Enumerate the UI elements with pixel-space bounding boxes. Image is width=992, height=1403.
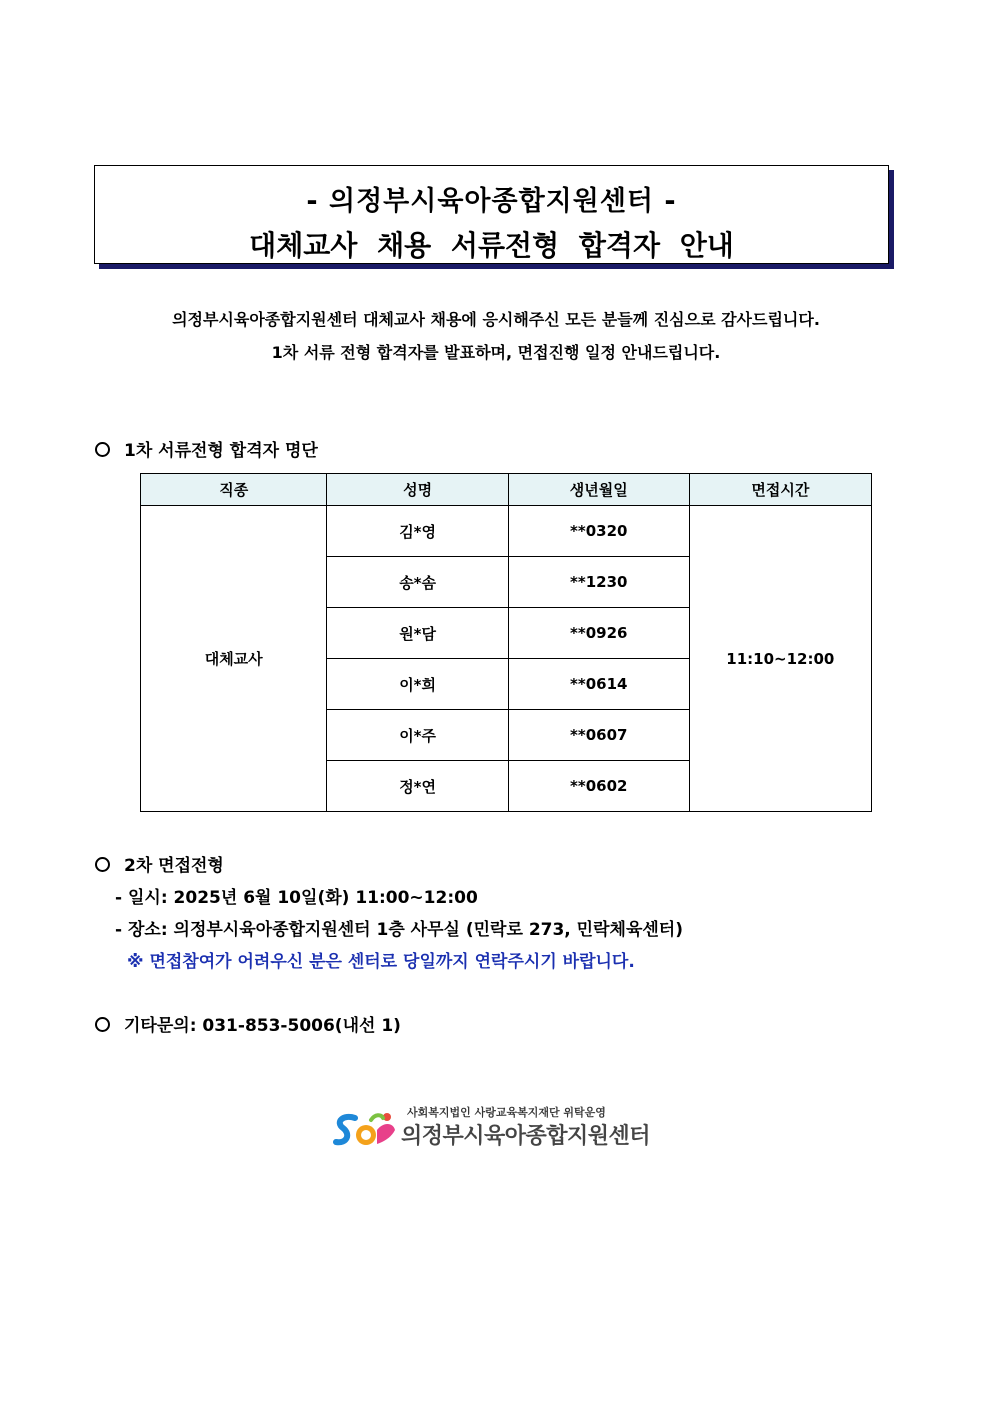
birth-cell: **0614 [508, 659, 689, 710]
section1-heading [95, 436, 318, 461]
title-organization: - 의정부시육아종합지원센터 - [306, 186, 677, 217]
birth-cell: **0320 [508, 506, 689, 557]
passer-table [140, 473, 872, 812]
col-name: 성명 [327, 474, 508, 506]
name-cell: 송*솜 [327, 557, 508, 608]
birth-cell: **0926 [508, 608, 689, 659]
col-birth: 생년월일 [508, 474, 689, 506]
birth-cell: **0602 [508, 761, 689, 812]
section2-heading [95, 851, 224, 876]
name-cell: 이*주 [327, 710, 508, 761]
name-cell: 정*연 [327, 761, 508, 812]
logo-subtitle: 사회복지법인 사랑교육복지재단 위탁운영 [407, 1106, 606, 1119]
circle-bullet-icon [95, 1017, 110, 1032]
interview-date: - 일시: 2025년 6월 10일(화) 11:00~12:00 [115, 888, 478, 908]
circle-bullet-icon [95, 442, 110, 457]
page-title: 대체교사 채용 서류전형 합격자 안내 [249, 229, 734, 262]
name-cell: 원*담 [327, 608, 508, 659]
intro-line-1: 의정부시육아종합지원센터 대체교사 채용에 응시해주신 모든 분들께 진심으로 감사드립니다. [172, 310, 820, 329]
birth-cell: **1230 [508, 557, 689, 608]
logo-name: 의정부시육아종합지원센터 [401, 1124, 651, 1149]
birth-cell: **0607 [508, 710, 689, 761]
title-box [94, 165, 889, 264]
table-row [141, 506, 872, 557]
col-job: 직종 [141, 474, 327, 506]
center-logo-mark-icon [333, 1110, 399, 1150]
circle-bullet-icon [95, 857, 110, 872]
interview-note: ※ 면접참여가 어려우신 분은 센터로 당일까지 연락주시기 바랍니다. [127, 952, 635, 972]
name-cell: 김*영 [327, 506, 508, 557]
center-logo [333, 1104, 663, 1152]
interview-time-cell: 11:10~12:00 [689, 506, 871, 812]
section1-heading-text: 1차 서류전형 합격자 명단 [124, 441, 318, 461]
name-cell: 이*희 [327, 659, 508, 710]
intro-line-2: 1차 서류 전형 합격자를 발표하며, 면접진행 일정 안내드립니다. [271, 343, 721, 362]
interview-place: - 장소: 의정부시육아종합지원센터 1층 사무실 (민락로 273, 민락체육센터) [115, 920, 683, 940]
col-interview-time: 면접시간 [689, 474, 871, 506]
contact-text: 기타문의: 031-853-5006(내선 1) [124, 1016, 401, 1036]
table-header-row [141, 474, 872, 506]
job-cell: 대체교사 [141, 506, 327, 812]
section2-heading-text: 2차 면접전형 [124, 856, 224, 876]
contact-line [95, 1011, 401, 1036]
